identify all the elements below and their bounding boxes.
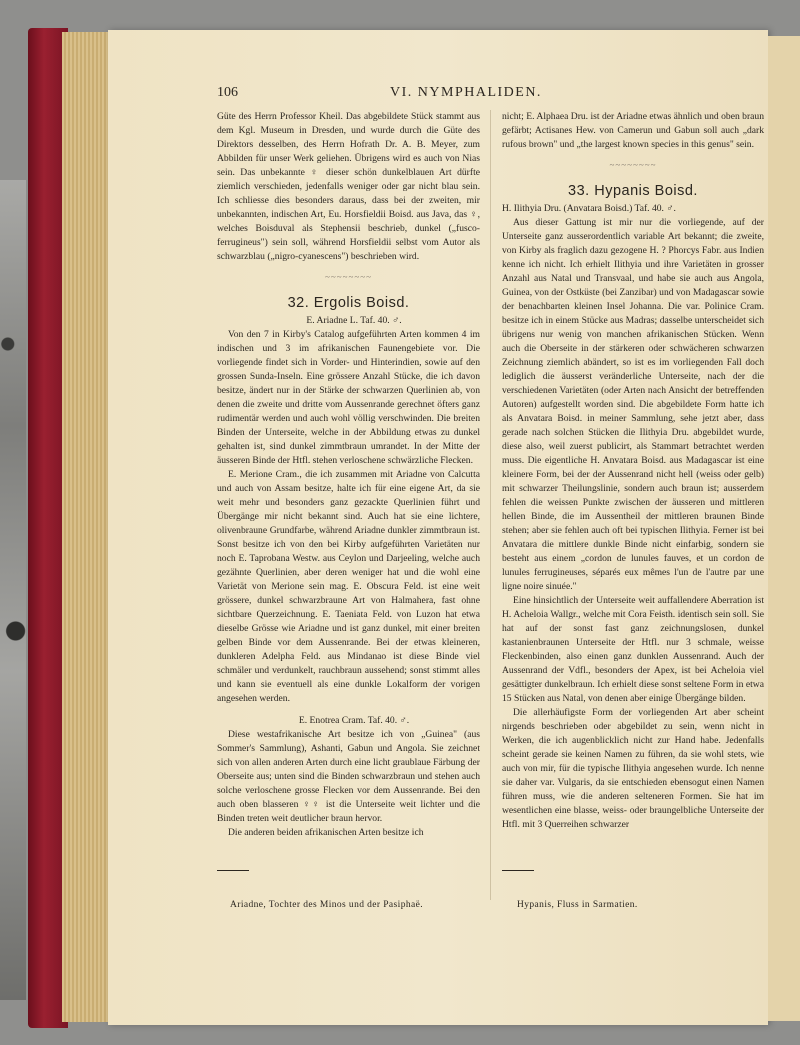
paragraph: Eine hinsichtlich der Unterseite weit auffallendere Aberration ist H. Acheloia Wallgr., welche mit Cora Feisth. identisch sein soll. Sie hat auf der sonst fast ganz zeichnungslosen, dunkel kastanienbraunen Unterseite der Htfl. nur 3 schmale, weisse Fleckenbinden, also einen ganz dunklen Aussenrand. Auch der Aussenrand der Vdfl., besonders der Apex, ist bei Acheloia viel gesättigter dunkelbraun. Ich erhielt diese sonst seltene Form in etwa 15 Stücken aus Natal, von denen aber einige Übergänge bilden.	[502, 595, 764, 704]
paragraph: Diese westafrikanische Art besitze ich von „Guinea" (aus Sommer's Sammlung), Ashanti, Gabun und Angola. Sie zeichnet sich von allen anderen Arten durch eine licht graublaue Färbung der Oberseite aus; unten sind die Binden schwarzbraun und stehen auch solche verloschene grosse Flecken vor dem Aussenrande. Bei den auch oben blasseren ♀♀ ist die Unterseite weit lichter und die Binden treten weit deutlicher braun hervor.	[217, 729, 480, 824]
paragraph: Güte des Herrn Professor Kheil. Das abgebildete Stück stammt aus dem Kgl. Museum in Dresden, und wurde durch die Güte des Direktors desselben, des Herrn Hofrath Dr. A. B. Meyer, zum Abbilden für unser Werk geliehen. Übrigens wird es auch von Nias sein. Das unbekannte ♀ dieser schön dunkelblauen Art dürfte ziemlich verschieden, jedenfalls weniger oder gar nicht blau sein. Ich schliesse dies besonders daraus, dass bei der zweiten, mir unbekannten, indischen Art, Eu. Horsfieldii Boisd. aus Java, das ♀, welches Boisduval als Stephensii beschrieb, dunkel („fusco-ferrugineus") sein soll, während Horsfieldii selbst vom Autor als schwarzblau („nigro-cyanescens") beschrieben wird.	[217, 111, 480, 262]
species-heading: E. Ariadne L. Taf. 40. ♂.	[306, 315, 402, 326]
paragraph: E. Merione Cram., die ich zusammen mit Ariadne von Calcutta und auch von Assam besitze, halte ich für eine eigene Art, da sie weit mehr und besonders ganz gezackte Querlinien führt und Übergänge mir nicht bekannt sind. Auch hat sie eine lichtere, olivenbraune Grundfarbe, während Ariadne dunkler zimmtbraun ist. Sonst besitze ich von den bei Kirby aufgeführten Varietäten nur noch E. Taprobana Westw. aus Ceylon und Darjeeling, welche auch gezähnte Querlinien, aber deren weniger hat und die wohl eine Varietät von Merione sein mag. E. Obscura Feld. ist eine weit grössere, dunkel schwarzbraune Art von Halmahera, fast ohne sichtbare Querzeichnung. E. Taeniata Feld. von Luzon hat etwa dieselbe Grösse wie Ariadne und ist ganz dunkel, mit einer breiten gelben Binde vor dem Aussenrande. Bei der etwas kleineren, dunkleren Adelpha Feld. aus Mindanao ist diese Binde viel schmäler und verdunkelt, rauchbraun aussehend; sonst stimmt alles und kann sie eventuell als eine dunkle Lokalform der vorigen angesehen werden.	[217, 469, 480, 704]
page-edges	[62, 32, 112, 1022]
footnote-rule	[217, 870, 249, 871]
paragraph: Von den 7 in Kirby's Catalog aufgeführten Arten kommen 4 im indischen und 3 im afrikanischen Faunengebiete vor. Die vorliegende findet sich in Vorder- und Hinterindien, sowie auf den grossen Sunda-Inseln. Eine grössere Anzahl Stücke, die ich davon besitze, ändert nur in der Stärke der schwarzen Querlinien ab, von denen die zweite und dritte vom Aussenrande gerechnet öfters ganz rudimentär werden und auch wohl völlig verschwinden. Die breiten Binden der Unterseite, welche in der Abbildung etwas zu dunkel gehalten ist, sind dunkel zimmtbraun umrandet. In der Mitte der äusseren Binde der Htfl. stehen verloschene schwärzliche Flecken.	[217, 329, 480, 466]
page-number: 106	[217, 85, 238, 100]
running-header	[200, 85, 760, 103]
paragraph: Aus dieser Gattung ist mir nur die vorliegende, auf der Unterseite ganz ausserordentlich variable Art bekannt; die zweite, von Kirby als fraglich dazu gezogene H. ? Phorcys Fabr. aus Indien kenne ich nicht. Ich erhielt Ilithyia und ihre Varietäten in grosser Anzahl aus Natal und Transvaal, und habe sie auch aus Angola, Guinea, von der Ostküste (bei Zanzibar) und von Madagascar sowie der benachbarten kleinen Insel Johanna. Die var. Polinice Cram. besitze ich in einem Stücke aus Madras; dasselbe unterscheidet sich übrigens nur wenig von manchen afrikanischen Stücken. Wenn auch die Oberseite in der stärkeren oder schwächeren schwarzen Zeichnung ziemlich abändert, so ist es im vorliegenden Fall doch lediglich die äusserst veränderliche Unterseite, nach der die verschiedenen Varietäten (oder Arten nach Ansicht der betreffenden Autoren) aufgestellt worden sind. Die abgebildete Form hatte ich als Anvatara Boisd. in meiner Sammlung, sehe jetzt aber, dass gerade nach solchen Stücken die Ilithyia Dru. abgebildet wurde, diese also, weil zuerst publicirt, als Stammart betrachtet werden muss. Die eigentliche H. Anvatara Boisd. aus Madagascar ist eine kleinere Form, bei der der Aussenrand nicht hell (weiss oder gelb) mit schwarzer Theilungslinie, sondern auch braun ist; ausserdem fehlen die weissen Punkte zwischen der äusseren und mittleren hellen Binde, die im Aussentheil der mittleren braunen Binde stehen; aber sie fehlen auch oft bei typischen Ilithyia. Ferner ist bei Anvatara die mittlere dunkle Binde nicht einfarbig, sondern sie besteht aus einem „cordon de lunules fauves, et un cordon de lunules ferrugineuses, séparés eux mêmes l'un de l'autre par une ligne noire sinuée."	[502, 217, 764, 592]
species-heading: E. Enotrea Cram. Taf. 40. ♂.	[298, 715, 410, 726]
paragraph: nicht; E. Alphaea Dru. ist der Ariadne etwas ähnlich und oben braun gefärbt; Actisanes Hew. von Camerun und Gabun soll auch „dark rufous brown" und „the largest known species in this genus" sein.	[502, 111, 764, 150]
footnote: Ariadne, Tochter des Minos und der Pasiphaë.	[230, 900, 423, 910]
column-divider	[490, 110, 491, 900]
ornament: ~~~~~~~~	[325, 272, 372, 282]
running-title: VI. NYMPHALIDEN.	[390, 85, 542, 100]
section-heading: 33. Hypanis Boisd.	[568, 183, 698, 199]
ornament: ~~~~~~~~	[609, 160, 657, 170]
paragraph: Die allerhäufigste Form der vorliegenden Art aber scheint nirgends beschrieben oder abgebildet zu sein, wenn nicht in Werken, die ich augenblicklich nicht zur Hand habe. Jedenfalls scheint gerade sie keinen Namen zu führen, da sie wohl stets, wie auch von mir, für die typische Ilithyia angesehen wurde. Ich nenne sie daher var. Vulgaris, da sie entschieden ebensogut einen Namen führen muss, wie die anderen selteneren Formen. Sie hat im wesentlichen eine blasse, weiss- oder braungelbliche Unterseite der Htfl. mit 3 Querreihen schwarzer	[502, 707, 764, 830]
paragraph: Die anderen beiden afrikanischen Arten besitze ich	[228, 827, 424, 838]
footnote: Hypanis, Fluss in Sarmatien.	[517, 900, 638, 910]
footnote-rule	[502, 870, 534, 871]
right-column	[502, 110, 764, 832]
facing-page-edge	[768, 36, 800, 1021]
species-heading: H. Ilithyia Dru. (Anvatara Boisd.) Taf. 40. ♂.	[502, 203, 676, 214]
cover-marble	[0, 180, 26, 1000]
section-heading: 32. Ergolis Boisd.	[287, 295, 410, 311]
left-column	[217, 110, 480, 840]
